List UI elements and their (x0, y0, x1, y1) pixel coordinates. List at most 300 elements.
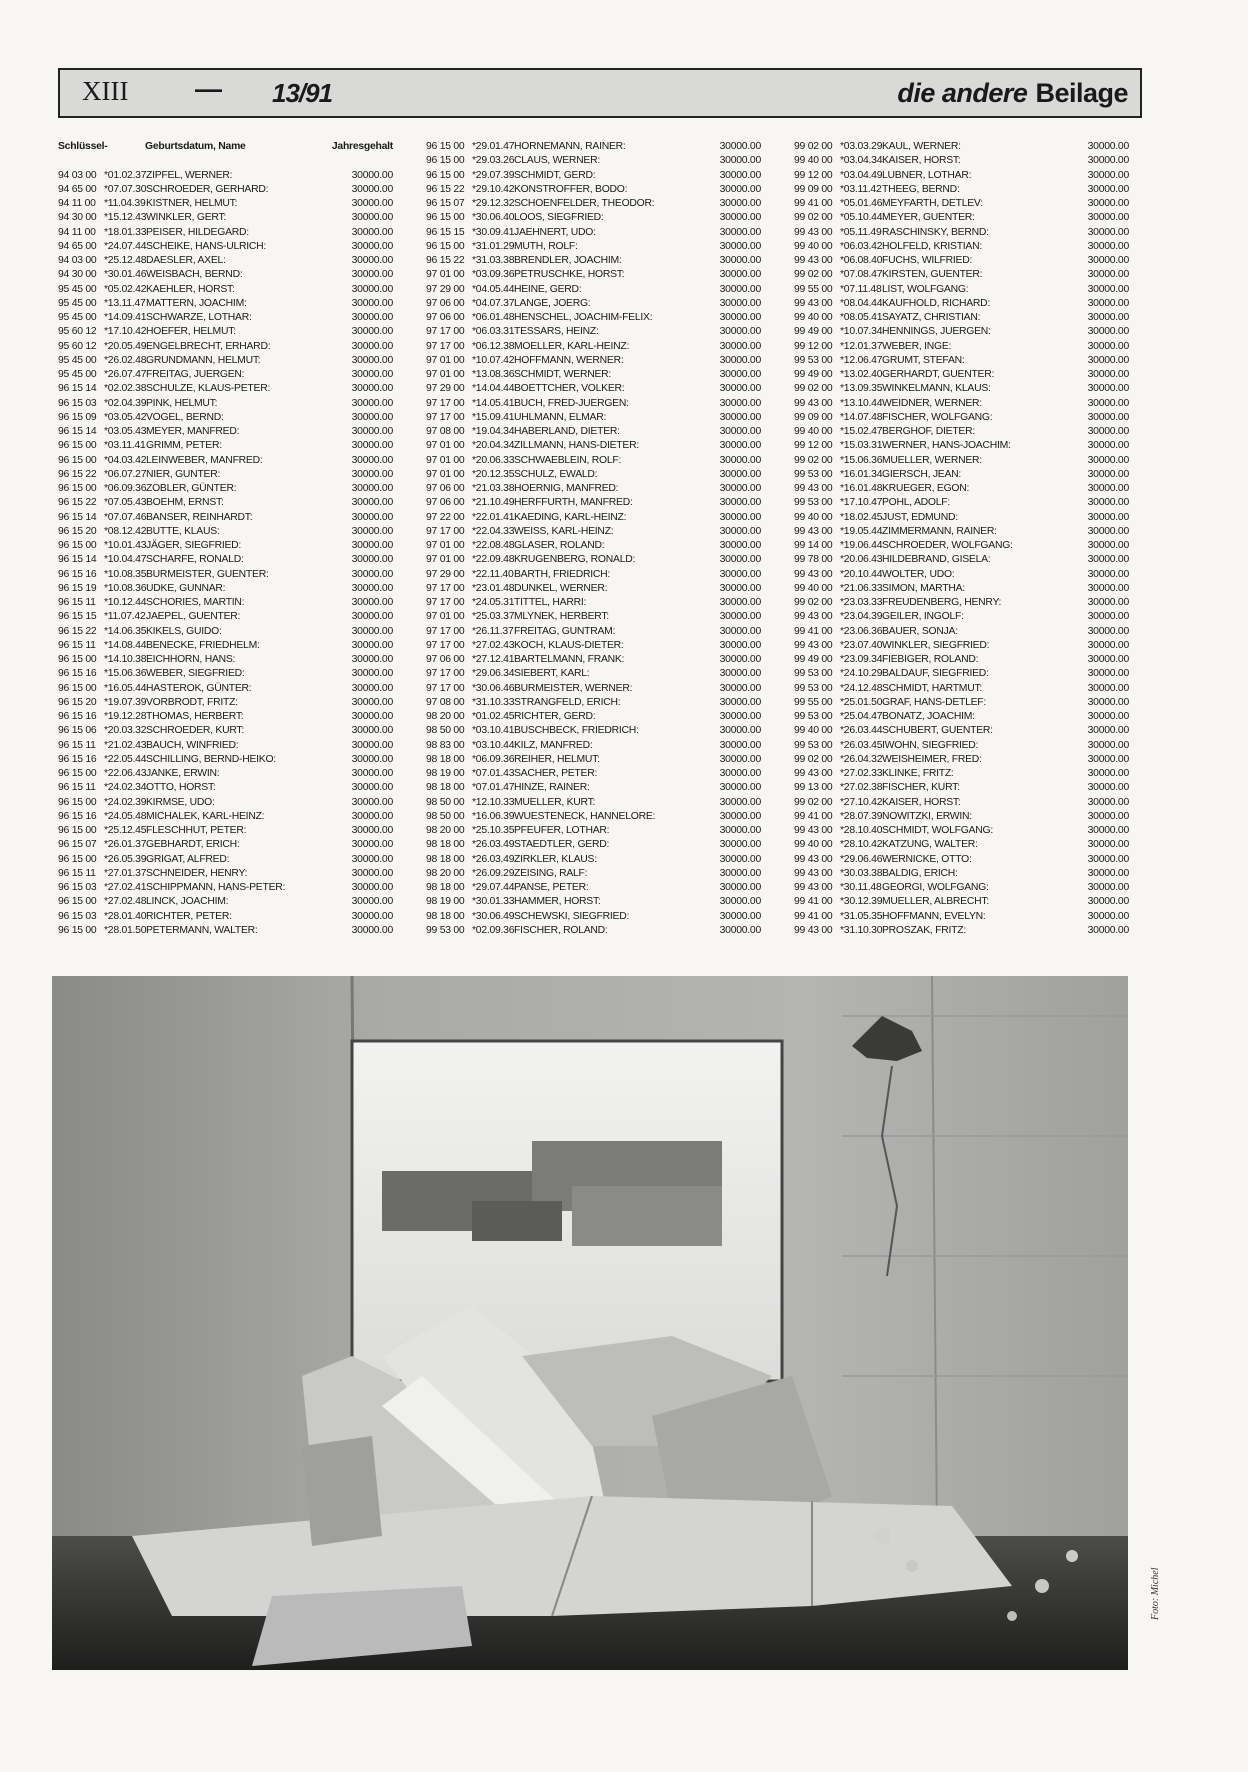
page-header (58, 68, 1142, 118)
person-name: BONATZ, JOACHIM: (882, 711, 975, 722)
person-name: HILDEBRAND, GISELA: (882, 554, 991, 566)
birth-date: *22.01.41 (472, 511, 515, 523)
birth-date: *19.06.44 (840, 540, 883, 551)
table-row (58, 710, 393, 724)
department-key: 96 15 22 (58, 497, 97, 509)
birth-date: *01.02.45 (472, 711, 515, 722)
birth-date: *06.03.31 (472, 326, 515, 338)
table-row (58, 397, 393, 411)
annual-salary: 30000.00 (1087, 326, 1129, 338)
annual-salary: 30000.00 (719, 611, 761, 623)
birth-date: *24.12.48 (840, 682, 883, 694)
person-name: HASTEROK, GÜNTER: (146, 682, 252, 694)
table-row (58, 625, 393, 639)
annual-salary: 30000.00 (719, 198, 761, 209)
person-name: WEBER, INGE: (882, 340, 952, 352)
annual-salary: 30000.00 (1087, 255, 1129, 266)
birth-date: *25.03.37 (472, 611, 515, 623)
table-row (426, 297, 761, 311)
birth-date: *13.09.35 (840, 383, 883, 395)
annual-salary: 30000.00 (1087, 796, 1129, 808)
department-key: 97 01 00 (426, 468, 465, 480)
department-key: 99 41 00 (794, 198, 833, 209)
person-name: ZILLMANN, HANS-DIETER: (514, 440, 639, 452)
table-row (58, 696, 393, 710)
annual-salary: 30000.00 (351, 369, 393, 380)
annual-salary: 30000.00 (1087, 283, 1129, 295)
table-row (58, 796, 393, 810)
birth-date: *05.02.42 (104, 283, 147, 295)
person-name: ZIRKLER, KLAUS: (514, 853, 597, 865)
person-name: HINZE, RAINER: (514, 782, 590, 794)
birth-date: *26.02.48 (104, 354, 147, 366)
publication-name: die andere (897, 78, 1028, 108)
annual-salary: 30000.00 (351, 226, 393, 238)
annual-salary: 30000.00 (719, 269, 761, 281)
table-row (426, 183, 761, 197)
annual-salary: 30000.00 (719, 782, 761, 794)
birth-date: *14.04.44 (472, 383, 515, 395)
annual-salary: 30000.00 (719, 369, 761, 380)
person-name: LANGE, JOERG: (514, 297, 591, 309)
table-row (58, 667, 393, 681)
department-key: 97 01 00 (426, 540, 465, 551)
department-key: 97 01 00 (426, 269, 465, 281)
department-key: 99 55 00 (794, 696, 833, 708)
birth-date: *22.09.48 (472, 554, 515, 566)
birth-date: *28.01.40 (104, 910, 147, 922)
department-key: 99 78 00 (794, 554, 833, 566)
birth-date: *19.12.28 (104, 711, 147, 722)
person-name: SCHWARZE, LOTHAR: (146, 312, 252, 323)
photo-illustration (52, 976, 1128, 1670)
birth-date: *30.06.49 (472, 910, 515, 922)
birth-date: *29.10.42 (472, 183, 515, 195)
birth-date: *22.04.33 (472, 525, 515, 537)
annual-salary: 30000.00 (351, 240, 393, 252)
annual-salary: 30000.00 (1087, 882, 1129, 893)
table-row (426, 582, 761, 596)
annual-salary: 30000.00 (1087, 369, 1129, 380)
birth-date: *26.09.29 (472, 867, 515, 879)
department-key: 97 17 00 (426, 397, 465, 409)
annual-salary: 30000.00 (351, 882, 393, 893)
annual-salary: 30000.00 (351, 454, 393, 466)
person-name: SCHMIDT, GERD: (514, 169, 596, 181)
birth-date: *23.04.39 (840, 611, 883, 623)
annual-salary: 30000.00 (351, 497, 393, 509)
department-key: 99 02 00 (794, 212, 833, 224)
department-key: 99 41 00 (794, 896, 833, 908)
table-row (794, 354, 1129, 368)
person-name: SCHULZ, EWALD: (514, 468, 598, 480)
department-key: 97 01 00 (426, 454, 465, 466)
table-row (794, 625, 1129, 639)
salary-column-label: Jahresgehalt (331, 141, 393, 152)
table-row (794, 240, 1129, 254)
annual-salary: 30000.00 (351, 796, 393, 808)
department-key: 99 02 00 (794, 383, 833, 395)
birth-date: *27.02.33 (840, 768, 883, 779)
table-row (426, 739, 761, 753)
table-row (794, 824, 1129, 838)
annual-salary: 30000.00 (351, 255, 393, 266)
person-name: HOFFMANN, WERNER: (514, 354, 624, 366)
birth-date: *10.12.44 (104, 597, 147, 608)
table-row (426, 311, 761, 325)
annual-salary: 30000.00 (1087, 682, 1129, 694)
annual-salary: 30000.00 (351, 340, 393, 352)
department-key: 99 12 00 (794, 440, 833, 452)
annual-salary: 30000.00 (719, 882, 761, 893)
person-name: GIERSCH, JEAN: (882, 468, 962, 480)
department-key: 99 02 00 (794, 796, 833, 808)
person-name: BRENDLER, JOACHIM: (514, 255, 622, 266)
birth-date: *03.10.44 (472, 739, 515, 751)
table-row (426, 368, 761, 382)
department-key: 96 15 00 (426, 141, 465, 152)
birth-date: *19.07.39 (104, 696, 147, 708)
person-name: BOEHM, ERNST: (146, 497, 224, 509)
birth-date: *02.09.36 (472, 924, 515, 936)
table-row (794, 325, 1129, 339)
salary-list-column-3 (794, 140, 1129, 938)
birth-date: *03.11.41 (104, 440, 146, 452)
birth-date: *27.10.42 (840, 796, 883, 808)
annual-salary: 30000.00 (1087, 354, 1129, 366)
annual-salary: 30000.00 (719, 354, 761, 366)
birth-date: *05.10.44 (840, 212, 883, 224)
birth-date: *26.07.47 (104, 369, 147, 380)
table-row (794, 710, 1129, 724)
person-name: PINK, HELMUT: (146, 397, 218, 409)
annual-salary: 30000.00 (1087, 867, 1129, 879)
table-row (426, 853, 761, 867)
department-key: 98 18 00 (426, 882, 465, 893)
person-name: KAEHLER, HORST: (146, 283, 235, 295)
birth-date: *11.04.39 (104, 198, 146, 209)
department-key: 99 40 00 (794, 312, 833, 323)
person-name: LUBNER, LOTHAR: (882, 169, 972, 181)
annual-salary: 30000.00 (719, 511, 761, 523)
department-key: 97 17 00 (426, 639, 465, 651)
table-row (794, 169, 1129, 183)
birth-date: *16.05.44 (104, 682, 147, 694)
department-key: 96 15 00 (58, 924, 97, 936)
person-name: VOGEL, BERND: (146, 411, 224, 423)
annual-salary: 30000.00 (719, 725, 761, 737)
birth-date: *04.05.44 (472, 283, 515, 295)
department-key: 96 15 15 (58, 611, 97, 623)
table-row (426, 496, 761, 510)
table-row (794, 439, 1129, 453)
department-key: 99 53 00 (794, 497, 833, 509)
annual-salary: 30000.00 (719, 183, 761, 195)
annual-salary: 30000.00 (719, 297, 761, 309)
department-key: 94 65 00 (58, 183, 97, 195)
person-name: DUNKEL, WERNER: (514, 582, 608, 594)
birth-date: *15.03.31 (840, 440, 883, 452)
table-row (58, 853, 393, 867)
table-row (58, 924, 393, 938)
table-row (794, 596, 1129, 610)
annual-salary: 30000.00 (719, 753, 761, 765)
department-key: 97 01 00 (426, 354, 465, 366)
birth-date: *25.12.48 (104, 255, 147, 266)
table-row (794, 283, 1129, 297)
department-key: 94 03 00 (58, 169, 97, 181)
table-row (426, 910, 761, 924)
person-name: FREITAG, JUERGEN: (146, 369, 245, 380)
person-name: WOLTER, UDO: (882, 568, 955, 580)
department-key: 96 15 06 (58, 725, 97, 737)
department-key: 96 15 00 (58, 682, 97, 694)
person-name: FREUDENBERG, HENRY: (882, 597, 1002, 608)
department-key: 99 02 00 (794, 141, 833, 152)
annual-salary: 30000.00 (351, 725, 393, 737)
table-row (794, 482, 1129, 496)
department-key: 96 15 03 (58, 882, 97, 893)
annual-salary: 30000.00 (1087, 497, 1129, 509)
annual-salary: 30000.00 (1087, 725, 1129, 737)
department-key: 99 43 00 (794, 255, 833, 266)
table-row (58, 297, 393, 311)
person-name: WUESTENECK, HANNELORE: (514, 810, 656, 822)
table-row (426, 653, 761, 667)
person-name: JÄGER, SIEGFRIED: (146, 540, 242, 551)
table-row (426, 924, 761, 938)
birth-date: *26.04.32 (840, 753, 883, 765)
person-name: ZIPFEL, WERNER: (146, 169, 233, 181)
table-row (58, 568, 393, 582)
table-row (426, 753, 761, 767)
department-key: 97 29 00 (426, 383, 465, 395)
annual-salary: 30000.00 (1087, 582, 1129, 594)
table-row (794, 582, 1129, 596)
birth-date: *31.10.30 (840, 924, 883, 936)
row-list (794, 140, 1129, 938)
department-key: 97 01 00 (426, 611, 465, 623)
person-name: WEISHEIMER, FRED: (882, 753, 982, 765)
table-row (426, 824, 761, 838)
department-key: 97 29 00 (426, 283, 465, 295)
annual-salary: 30000.00 (1087, 198, 1129, 209)
birth-date: *28.01.50 (104, 924, 147, 936)
department-key: 98 19 00 (426, 896, 465, 908)
department-key: 99 43 00 (794, 483, 833, 494)
table-row (58, 910, 393, 924)
department-key: 95 60 12 (58, 340, 97, 352)
department-key: 96 15 19 (58, 582, 97, 594)
birth-date: *15.09.41 (472, 411, 515, 423)
person-name: HORNEMANN, RAINER: (514, 141, 626, 152)
person-name: FIEBIGER, ROLAND: (882, 654, 979, 665)
annual-salary: 30000.00 (1087, 426, 1129, 437)
table-row (58, 368, 393, 382)
annual-salary: 30000.00 (1087, 269, 1129, 281)
department-key: 99 43 00 (794, 226, 833, 238)
birth-date: *03.05.42 (104, 411, 147, 423)
annual-salary: 30000.00 (1087, 440, 1129, 452)
birth-date: *27.12.41 (472, 654, 515, 665)
birth-date: *07.01.47 (472, 782, 515, 794)
person-name: WEISS, KARL-HEINZ: (514, 525, 614, 537)
person-name: SACHER, PETER: (514, 768, 598, 779)
table-row (58, 468, 393, 482)
annual-salary: 30000.00 (1087, 768, 1129, 779)
annual-salary: 30000.00 (351, 554, 393, 566)
birth-date: *20.10.44 (840, 568, 883, 580)
key-column-label: Schlüssel- (58, 141, 108, 152)
table-row (426, 411, 761, 425)
table-row (794, 468, 1129, 482)
table-row (58, 753, 393, 767)
birth-date: *21.06.33 (840, 582, 883, 594)
table-row (58, 211, 393, 225)
person-name: UHLMANN, ELMAR: (514, 411, 607, 423)
annual-salary: 30000.00 (351, 354, 393, 366)
annual-salary: 30000.00 (351, 696, 393, 708)
department-key: 97 01 00 (426, 369, 465, 380)
annual-salary: 30000.00 (351, 867, 393, 879)
department-key: 97 08 00 (426, 426, 465, 437)
person-name: OTTO, HORST: (146, 782, 216, 794)
annual-salary: 30000.00 (351, 540, 393, 551)
birth-date: *13.02.40 (840, 369, 883, 380)
birth-date: *22.05.44 (104, 753, 147, 765)
table-row (794, 739, 1129, 753)
department-key: 96 15 14 (58, 511, 97, 523)
person-name: WINKLER, SIEGFRIED: (882, 639, 990, 651)
department-key: 96 15 09 (58, 411, 97, 423)
table-row (426, 810, 761, 824)
department-key: 99 02 00 (794, 753, 833, 765)
person-name: RASCHINSKY, BERND: (882, 226, 989, 238)
table-row (426, 767, 761, 781)
birth-date: *27.02.43 (472, 639, 515, 651)
annual-salary: 30000.00 (1087, 383, 1129, 395)
department-key: 96 15 11 (58, 782, 96, 794)
birth-date: *03.04.49 (840, 169, 883, 181)
salary-list-column-1 (58, 140, 393, 938)
person-name: GEORGI, WOLFGANG: (882, 882, 989, 893)
department-key: 96 15 00 (58, 768, 97, 779)
annual-salary: 30000.00 (719, 924, 761, 936)
table-row (426, 169, 761, 183)
annual-salary: 30000.00 (1087, 810, 1129, 822)
person-name: FISCHER, KURT: (882, 782, 960, 794)
person-name: KIKELS, GUIDO: (146, 625, 222, 637)
person-name: HOERNIG, MANFRED: (514, 483, 619, 494)
person-name: GEILER, INGOLF: (882, 611, 964, 623)
department-key: 99 40 00 (794, 240, 833, 252)
person-name: KAUL, WERNER: (882, 141, 961, 152)
birth-date: *05.01.46 (840, 198, 883, 209)
person-name: BALDAUF, SIEGFRIED: (882, 668, 989, 680)
table-row (794, 254, 1129, 268)
annual-salary: 30000.00 (719, 597, 761, 608)
annual-salary: 30000.00 (351, 682, 393, 694)
table-row (426, 154, 761, 168)
person-name: LEINWEBER, MANFRED: (146, 454, 263, 466)
birth-date: *08.12.42 (104, 525, 147, 537)
birth-date: *10.07.34 (840, 326, 883, 338)
annual-salary: 30000.00 (351, 924, 393, 936)
photo-collapsed-concrete-slabs (52, 976, 1128, 1670)
annual-salary: 30000.00 (1087, 568, 1129, 580)
table-row (794, 211, 1129, 225)
photo-credit: Foto: Michel (1150, 1567, 1161, 1620)
birth-date: *13.10.44 (840, 397, 883, 409)
department-key: 96 15 00 (58, 483, 97, 494)
annual-salary: 30000.00 (351, 782, 393, 794)
department-key: 99 53 00 (794, 354, 833, 366)
annual-salary: 30000.00 (719, 312, 761, 323)
annual-salary: 30000.00 (1087, 483, 1129, 494)
annual-salary: 30000.00 (1087, 554, 1129, 566)
person-name: SCHUBERT, GUENTER: (882, 725, 993, 737)
table-row (794, 867, 1129, 881)
birth-date: *10.08.36 (104, 582, 147, 594)
person-name: BOETTCHER, VOLKER: (514, 383, 625, 395)
department-key: 96 15 00 (58, 540, 97, 551)
table-row (794, 924, 1129, 938)
person-name: KRUGENBERG, RONALD: (514, 554, 636, 566)
birth-date: *04.03.42 (104, 454, 147, 466)
annual-salary: 30000.00 (351, 611, 393, 623)
table-row (426, 610, 761, 624)
annual-salary: 30000.00 (351, 383, 393, 395)
department-key: 97 17 00 (426, 326, 465, 338)
table-row (426, 895, 761, 909)
person-name: JUST, EDMUND: (882, 511, 958, 523)
table-row (794, 425, 1129, 439)
annual-salary: 30000.00 (351, 739, 393, 751)
birth-date: *29.06.34 (472, 668, 515, 680)
annual-salary: 30000.00 (719, 711, 761, 722)
table-row (794, 226, 1129, 240)
table-row (426, 340, 761, 354)
birth-date: *12.06.47 (840, 354, 883, 366)
table-row (794, 796, 1129, 810)
department-key: 97 17 00 (426, 597, 465, 608)
birth-date: *20.03.32 (104, 725, 147, 737)
birth-date: *04.07.37 (472, 297, 515, 309)
birth-date: *29.01.47 (472, 141, 515, 152)
birth-date: *29.07.44 (472, 882, 515, 893)
table-row (426, 525, 761, 539)
table-row (794, 268, 1129, 282)
birth-date: *31.03.38 (472, 255, 515, 266)
birth-date: *07.08.47 (840, 269, 883, 281)
table-row (58, 553, 393, 567)
birth-date: *30.03.38 (840, 867, 883, 879)
table-row (58, 511, 393, 525)
birth-date: *06.09.36 (472, 753, 515, 765)
table-row (58, 311, 393, 325)
department-key: 99 09 00 (794, 411, 833, 423)
person-name: SCHNEIDER, HENRY: (146, 867, 248, 879)
department-key: 99 49 00 (794, 326, 833, 338)
birth-date: *20.06.33 (472, 454, 515, 466)
table-row (426, 226, 761, 240)
table-row (58, 254, 393, 268)
table-row (794, 511, 1129, 525)
annual-salary: 30000.00 (719, 497, 761, 509)
birth-date: *25.01.50 (840, 696, 883, 708)
person-name: SCHIPPMANN, HANS-PETER: (146, 882, 286, 893)
person-name: MUELLER, WERNER: (882, 454, 982, 466)
